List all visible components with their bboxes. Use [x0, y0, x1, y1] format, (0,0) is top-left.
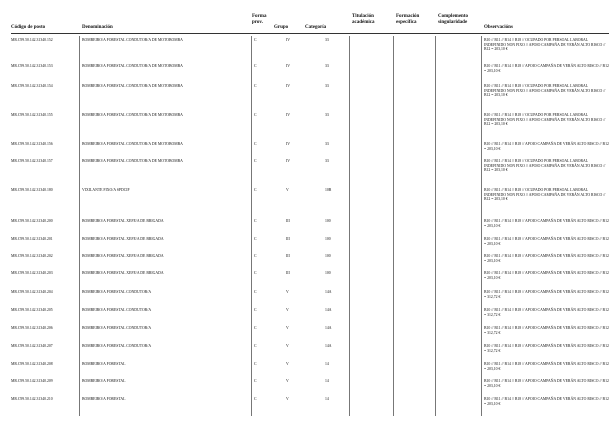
cell-categoria: 14A: [325, 290, 332, 294]
cell-observaciones: B10 // B11 // B14 // B18 // APOIO CAMPAÑA DE VERÁN ALTO RISCO // B12 = 203,10 €: [484, 254, 609, 263]
cell-observaciones: B10 // B11 // B14 // B18 // OCUPADO POR PERSOAL LABORAL INDEFINIDO NON FIXO // APOIO CAMPAÑA DE VERÁN ALTO RISCO // B12 = 203,10 €: [484, 159, 606, 173]
header-categoria: Categoría: [305, 25, 327, 30]
cell-forma: C: [254, 237, 257, 241]
cell-name: BOMBEIRO/A FORESTAL CONDUTOR/A: [82, 290, 152, 294]
cell-observaciones: B10 // B11 // B14 // B18 // APOIO CAMPAÑA DE VERÁN ALTO RISCO // B12 = 312,72 €: [484, 344, 609, 353]
cell-grupo: V: [286, 397, 289, 401]
cell-grupo: V: [286, 308, 289, 312]
cell-forma: C: [254, 344, 257, 348]
cell-observaciones: B10 // B11 // B14 // B18 // APOIO CAMPAÑA DE VERÁN ALTO RISCO // B12 = 203,10 €: [484, 379, 609, 388]
cell-grupo: IV: [286, 159, 291, 163]
cell-name: BOMBEIRO/A FORESTAL XEFE/A DE BRIGADA: [82, 237, 164, 241]
table-header: [0, 13, 615, 33]
cell-categoria: 33: [325, 64, 329, 68]
cell-code: MR.C99.50.142.31340.209: [11, 379, 53, 383]
cell-grupo: IV: [286, 64, 291, 68]
cell-name: BOMBEIRO/A FORESTAL XEFE/A DE BRIGADA: [82, 219, 164, 223]
cell-name: BOMBEIRO/A FORESTAL CONDUTOR/A DE MOTOBOMBA: [82, 142, 183, 146]
cell-forma: C: [254, 379, 257, 383]
cell-observaciones: B10 // B11 // B14 // B18 // OCUPADO POR PERSOAL LABORAL INDEFINIDO NON FIXO // APOIO CAMPAÑA DE VERÁN ALTO RISCO // B12 = 203,10 €: [484, 38, 606, 52]
cell-code: MR.C99.50.142.31340.153: [11, 64, 53, 68]
cell-code: MR.C99.50.142.31340.180: [11, 188, 53, 192]
cell-forma: C: [254, 159, 257, 163]
column-divider: [251, 36, 252, 416]
cell-name: BOMBEIRO/A FORESTAL: [82, 397, 126, 401]
cell-name: BOMBEIRO/A FORESTAL CONDUTOR/A DE MOTOBOMBA: [82, 84, 183, 88]
cell-name: BOMBEIRO/A FORESTAL: [82, 379, 126, 383]
cell-categoria: 100: [325, 271, 331, 275]
cell-grupo: III: [286, 219, 290, 223]
cell-categoria: 33: [325, 84, 329, 88]
column-divider: [79, 36, 80, 416]
column-divider: [481, 36, 482, 416]
cell-forma: C: [254, 362, 257, 366]
cell-code: MR.C99.50.142.31340.208: [11, 362, 53, 366]
cell-observaciones: B10 // B11 // B14 // B18 // APOIO CAMPAÑA DE VERÁN ALTO RISCO // B12 = 203,10 €: [484, 362, 609, 371]
header-observaciones: Observacións: [484, 25, 513, 30]
cell-name: BOMBEIRO/A FORESTAL CONDUTOR/A DE MOTOBOMBA: [82, 159, 183, 163]
header-titulacion: Titulación académica: [352, 14, 375, 25]
cell-code: MR.C99.50.142.31340.205: [11, 308, 53, 312]
cell-code: MR.C99.50.142.31340.203: [11, 271, 53, 275]
cell-forma: C: [254, 397, 257, 401]
cell-categoria: 14: [325, 362, 329, 366]
cell-forma: C: [254, 113, 257, 117]
cell-code: MR.C99.50.142.31340.157: [11, 159, 53, 163]
cell-code: MR.C99.50.142.31340.200: [11, 219, 53, 223]
cell-code: MR.C99.50.142.31340.201: [11, 237, 53, 241]
cell-grupo: V: [286, 344, 289, 348]
header-denominacion: Denominación: [82, 25, 113, 30]
cell-code: MR.C99.50.142.31340.206: [11, 326, 53, 330]
cell-code: MR.C99.50.142.31340.207: [11, 344, 53, 348]
cell-code: MR.C99.50.142.31340.156: [11, 142, 53, 146]
cell-name: BOMBEIRO/A FORESTAL CONDUTOR/A: [82, 308, 152, 312]
cell-forma: C: [254, 84, 257, 88]
cell-observaciones: B10 // B11 // B14 // B18 // APOIO CAMPAÑA DE VERÁN ALTO RISCO // B12 = 203,10 €: [484, 271, 609, 280]
cell-categoria: 100: [325, 237, 331, 241]
header-complemento: Complemento singularidade: [438, 14, 468, 25]
cell-categoria: 14A: [325, 326, 332, 330]
cell-observaciones: B10 // B11 // B14 // B18 // OCUPADO POR PERSOAL LABORAL INDEFINIDO NON FIXO // APOIO CAMPAÑA DE VERÁN ALTO RISCO // B12 = 203,10 €: [484, 113, 606, 127]
cell-categoria: 33: [325, 113, 329, 117]
cell-name: BOMBEIRO/A FORESTAL: [82, 362, 126, 366]
header-grupo: Grupo: [274, 25, 289, 30]
cell-observaciones: B10 // B11 // B14 // B18 // APOIO CAMPAÑA DE VERÁN ALTO RISCO // B12 = 203,10 €: [484, 397, 609, 406]
header-codigo: Código de posto: [11, 25, 46, 30]
cell-observaciones: B10 // B11 // B14 // B18 // OCUPADO POR PERSOAL LABORAL INDEFINIDO NON FIXO // APOIO CAMPAÑA DE VERÁN ALTO RISCO // B12 = 203,10 €: [484, 188, 606, 202]
header-forma: Forma prov.: [252, 14, 267, 25]
header-formacion: Formación específica: [396, 14, 420, 25]
cell-forma: C: [254, 142, 257, 146]
cell-code: MR.C99.50.142.31340.152: [11, 38, 53, 42]
column-divider: [393, 36, 394, 416]
cell-name: VIXILANTE FIXO/A SPDCIF: [82, 188, 130, 192]
cell-categoria: 33: [325, 142, 329, 146]
cell-categoria: 100: [325, 219, 331, 223]
cell-name: BOMBEIRO/A FORESTAL CONDUTOR/A DE MOTOBOMBA: [82, 64, 183, 68]
cell-categoria: 10B: [325, 188, 332, 192]
cell-grupo: V: [286, 290, 289, 294]
cell-forma: C: [254, 254, 257, 258]
cell-grupo: III: [286, 237, 290, 241]
cell-categoria: 100: [325, 254, 331, 258]
cell-forma: C: [254, 290, 257, 294]
cell-forma: C: [254, 64, 257, 68]
cell-grupo: V: [286, 379, 289, 383]
cell-code: MR.C99.50.142.31340.202: [11, 254, 53, 258]
cell-categoria: 14A: [325, 344, 332, 348]
cell-code: MR.C99.50.142.31340.154: [11, 84, 53, 88]
cell-name: BOMBEIRO/A FORESTAL CONDUTOR/A DE MOTOBOMBA: [82, 113, 183, 117]
cell-grupo: V: [286, 362, 289, 366]
cell-name: BOMBEIRO/A FORESTAL XEFE/A DE BRIGADA: [82, 254, 164, 258]
cell-categoria: 14A: [325, 308, 332, 312]
cell-code: MR.C99.50.142.31340.204: [11, 290, 53, 294]
cell-grupo: IV: [286, 113, 291, 117]
cell-observaciones: B10 // B11 // B14 // B18 // APOIO CAMPAÑA DE VERÁN ALTO RISCO // B12 = 203,10 €: [484, 142, 609, 151]
header-rule: [11, 33, 609, 34]
cell-forma: C: [254, 326, 257, 330]
cell-observaciones: B10 // B11 // B14 // B18 // APOIO CAMPAÑA DE VERÁN ALTO RISCO // B12 = 312,72 €: [484, 326, 609, 335]
cell-categoria: 33: [325, 38, 329, 42]
cell-grupo: IV: [286, 38, 291, 42]
cell-name: BOMBEIRO/A FORESTAL CONDUTOR/A: [82, 344, 152, 348]
cell-grupo: V: [286, 188, 289, 192]
cell-observaciones: B10 // B11 // B14 // B18 // APOIO CAMPAÑA DE VERÁN ALTO RISCO // B12 = 203,10 €: [484, 237, 609, 246]
cell-grupo: III: [286, 271, 290, 275]
cell-name: BOMBEIRO/A FORESTAL XEFE/A DE BRIGADA: [82, 271, 164, 275]
column-divider: [435, 36, 436, 416]
cell-grupo: V: [286, 326, 289, 330]
cell-observaciones: B10 // B11 // B14 // B18 // APOIO CAMPAÑA DE VERÁN ALTO RISCO // B12 = 312,72 €: [484, 308, 609, 317]
cell-categoria: 14: [325, 379, 329, 383]
cell-categoria: 14: [325, 397, 329, 401]
cell-forma: C: [254, 38, 257, 42]
cell-categoria: 33: [325, 159, 329, 163]
cell-code: MR.C99.50.142.31340.155: [11, 113, 53, 117]
cell-grupo: IV: [286, 142, 291, 146]
cell-name: BOMBEIRO/A FORESTAL CONDUTOR/A: [82, 326, 152, 330]
cell-grupo: IV: [286, 84, 291, 88]
cell-observaciones: B10 // B11 // B14 // B18 // APOIO CAMPAÑA DE VERÁN ALTO RISCO // B12 = 312,72 €: [484, 290, 609, 299]
cell-forma: C: [254, 271, 257, 275]
cell-observaciones: B10 // B11 // B14 // B18 // OCUPADO POR PERSOAL LABORAL INDEFINIDO NON FIXO // APOIO CAMPAÑA DE VERÁN ALTO RISCO // B12 = 203,10 €: [484, 84, 606, 98]
cell-observaciones: B10 // B11 // B14 // B18 // APOIO CAMPAÑA DE VERÁN ALTO RISCO // B12 = 203,10 €: [484, 219, 609, 228]
cell-forma: C: [254, 308, 257, 312]
cell-code: MR.C99.50.142.31340.210: [11, 397, 53, 401]
cell-name: BOMBEIRO/A FORESTAL CONDUTOR/A DE MOTOBOMBA: [82, 38, 183, 42]
cell-grupo: III: [286, 254, 290, 258]
column-divider: [349, 36, 350, 416]
cell-forma: C: [254, 219, 257, 223]
cell-forma: C: [254, 188, 257, 192]
cell-observaciones: B10 // B11 // B14 // B18 // APOIO CAMPAÑA DE VERÁN ALTO RISCO // B12 = 203,10 €: [484, 64, 609, 73]
